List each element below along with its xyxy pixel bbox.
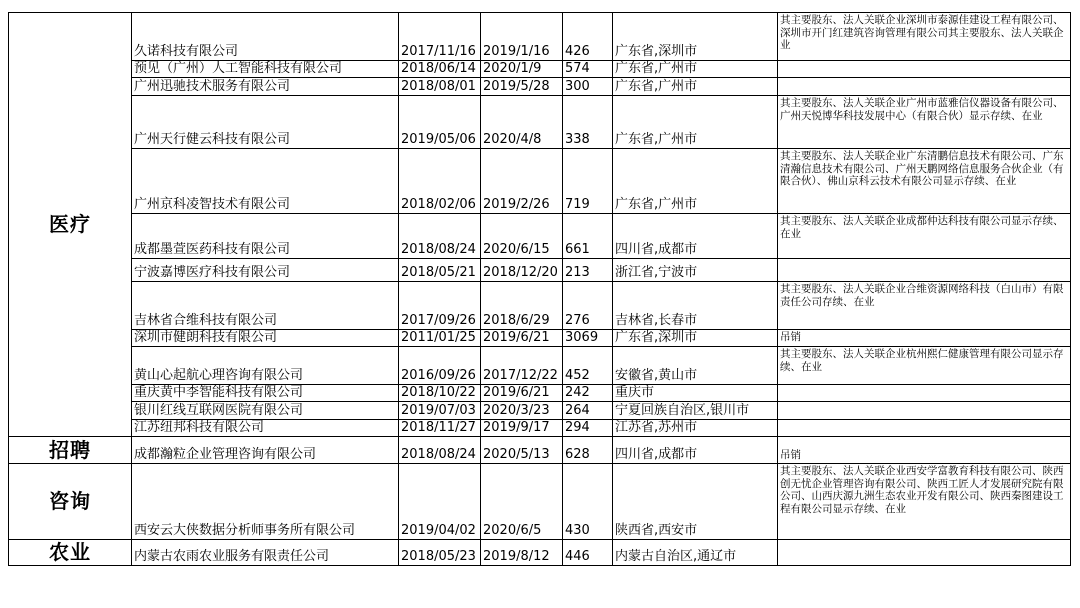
duration-days: 338: [563, 96, 613, 149]
company-name: 广州迅驰技术服务有限公司: [132, 78, 399, 96]
status-note: [778, 78, 1071, 96]
cancelled-date: 2019/8/12: [481, 540, 563, 566]
status-note: 其主要股东、法人关联企业杭州熙仁健康管理有限公司显示存续、在业: [778, 347, 1071, 385]
duration-days: 719: [563, 149, 613, 214]
established-date: 2018/05/23: [399, 540, 481, 566]
location: 四川省,成都市: [613, 437, 778, 464]
duration-days: 628: [563, 437, 613, 464]
company-name: 重庆黄中李智能科技有限公司: [132, 385, 399, 402]
company-name: 广州京科凌智技术有限公司: [132, 149, 399, 214]
duration-days: 446: [563, 540, 613, 566]
cancelled-date: 2019/5/28: [481, 78, 563, 96]
table-row: [9, 540, 1071, 566]
established-date: 2016/09/26: [399, 347, 481, 385]
cancelled-date: 2020/3/23: [481, 402, 563, 420]
duration-days: 452: [563, 347, 613, 385]
cancelled-date: 2018/12/20: [481, 259, 563, 282]
location: 浙江省,宁波市: [613, 259, 778, 282]
cancelled-date: 2019/6/21: [481, 385, 563, 402]
established-date: 2018/08/24: [399, 437, 481, 464]
established-date: 2018/10/22: [399, 385, 481, 402]
company-name: 银川红线互联网医院有限公司: [132, 402, 399, 420]
status-note: 其主要股东、法人关联企业西安学富教育科技有限公司、陕西创无忧企业管理咨询有限公司、陕西工匠人才发展研究院有限公司、山西庆源九洲生态农业开发有限公司、陕西秦图建设工程有限公司显示存续、在业: [778, 464, 1071, 540]
table-row: [9, 13, 1071, 61]
table-row: [9, 330, 1071, 347]
location: 宁夏回族自治区,银川市: [613, 402, 778, 420]
company-name: 久诺科技有限公司: [132, 13, 399, 61]
category-label: 农业: [9, 540, 132, 566]
established-date: 2017/11/16: [399, 13, 481, 61]
status-note: 其主要股东、法人关联企业广东清鹏信息技术有限公司、广东清瀚信息技术有限公司、广州天鹏网络信息服务合伙企业（有限合伙）、佛山京科云技术有限公司显示存续、在业: [778, 149, 1071, 214]
location: 江苏省,苏州市: [613, 420, 778, 437]
table-row: [9, 96, 1071, 149]
duration-days: 294: [563, 420, 613, 437]
cancelled-date: 2020/6/15: [481, 214, 563, 259]
duration-days: 574: [563, 61, 613, 78]
company-table: [8, 12, 1071, 566]
established-date: 2011/01/25: [399, 330, 481, 347]
status-note: 吊销: [778, 330, 1071, 347]
established-date: 2019/04/02: [399, 464, 481, 540]
company-name: 成都墨萱医药科技有限公司: [132, 214, 399, 259]
status-note: [778, 402, 1071, 420]
company-name: 内蒙古农雨农业服务有限责任公司: [132, 540, 399, 566]
duration-days: 426: [563, 13, 613, 61]
company-name: 预见（广州）人工智能科技有限公司: [132, 61, 399, 78]
status-note: [778, 540, 1071, 566]
duration-days: 661: [563, 214, 613, 259]
duration-days: 242: [563, 385, 613, 402]
established-date: 2019/07/03: [399, 402, 481, 420]
location: 广东省,广州市: [613, 61, 778, 78]
location: 四川省,成都市: [613, 214, 778, 259]
location: 安徽省,黄山市: [613, 347, 778, 385]
table-row: [9, 420, 1071, 437]
location: 广东省,深圳市: [613, 13, 778, 61]
company-name: 黄山心起航心理咨询有限公司: [132, 347, 399, 385]
established-date: 2018/08/01: [399, 78, 481, 96]
category-label: 咨询: [9, 464, 132, 540]
established-date: 2018/02/06: [399, 149, 481, 214]
cancelled-date: 2017/12/22: [481, 347, 563, 385]
duration-days: 3069: [563, 330, 613, 347]
duration-days: 264: [563, 402, 613, 420]
status-note: 其主要股东、法人关联企业广州市蓝雅信仪器设备有限公司、广州天悦博华科技发展中心（有限合伙）显示存续、在业: [778, 96, 1071, 149]
duration-days: 276: [563, 282, 613, 330]
status-note: [778, 259, 1071, 282]
category-label: 医疗: [9, 13, 132, 437]
status-note: 其主要股东、法人关联企业深圳市泰源佳建设工程有限公司、深圳市开门红建筑咨询管理有限公司其主要股东、法人关联企业: [778, 13, 1071, 61]
table-row: [9, 78, 1071, 96]
status-note: 其主要股东、法人关联企业合维资源网络科技（白山市）有限责任公司存续、在业: [778, 282, 1071, 330]
table-row: [9, 149, 1071, 214]
established-date: 2017/09/26: [399, 282, 481, 330]
duration-days: 213: [563, 259, 613, 282]
table-row: [9, 214, 1071, 259]
location: 广东省,广州市: [613, 78, 778, 96]
table-row: [9, 259, 1071, 282]
duration-days: 430: [563, 464, 613, 540]
cancelled-date: 2020/6/5: [481, 464, 563, 540]
established-date: 2018/05/21: [399, 259, 481, 282]
established-date: 2019/05/06: [399, 96, 481, 149]
status-note: [778, 61, 1071, 78]
cancelled-date: 2020/5/13: [481, 437, 563, 464]
company-name: 宁波嘉博医疗科技有限公司: [132, 259, 399, 282]
table-row: [9, 464, 1071, 540]
cancelled-date: 2019/1/16: [481, 13, 563, 61]
location: 广东省,广州市: [613, 149, 778, 214]
company-name: 深圳市健朗科技有限公司: [132, 330, 399, 347]
location: 广东省,深圳市: [613, 330, 778, 347]
company-name: 成都瀚粒企业管理咨询有限公司: [132, 437, 399, 464]
table-row: [9, 402, 1071, 420]
established-date: 2018/08/24: [399, 214, 481, 259]
cancelled-date: 2019/6/21: [481, 330, 563, 347]
cancelled-date: 2018/6/29: [481, 282, 563, 330]
company-name: 广州天行健云科技有限公司: [132, 96, 399, 149]
category-label: 招聘: [9, 437, 132, 464]
status-note: 其主要股东、法人关联企业成都仲达科技有限公司显示存续、在业: [778, 214, 1071, 259]
cancelled-date: 2019/9/17: [481, 420, 563, 437]
status-note: [778, 385, 1071, 402]
established-date: 2018/06/14: [399, 61, 481, 78]
established-date: 2018/11/27: [399, 420, 481, 437]
location: 重庆市: [613, 385, 778, 402]
table-row: [9, 347, 1071, 385]
table-row: [9, 385, 1071, 402]
table-row: [9, 282, 1071, 330]
location: 内蒙古自治区,通辽市: [613, 540, 778, 566]
company-name: 吉林省合维科技有限公司: [132, 282, 399, 330]
status-note: [778, 420, 1071, 437]
table-row: [9, 61, 1071, 78]
status-note: 吊销: [778, 437, 1071, 464]
cancelled-date: 2019/2/26: [481, 149, 563, 214]
company-name: 西安云大侠数据分析师事务所有限公司: [132, 464, 399, 540]
cancelled-date: 2020/4/8: [481, 96, 563, 149]
company-name: 江苏纽邦科技有限公司: [132, 420, 399, 437]
duration-days: 300: [563, 78, 613, 96]
location: 陕西省,西安市: [613, 464, 778, 540]
location: 吉林省,长春市: [613, 282, 778, 330]
table-row: [9, 437, 1071, 464]
location: 广东省,广州市: [613, 96, 778, 149]
cancelled-date: 2020/1/9: [481, 61, 563, 78]
